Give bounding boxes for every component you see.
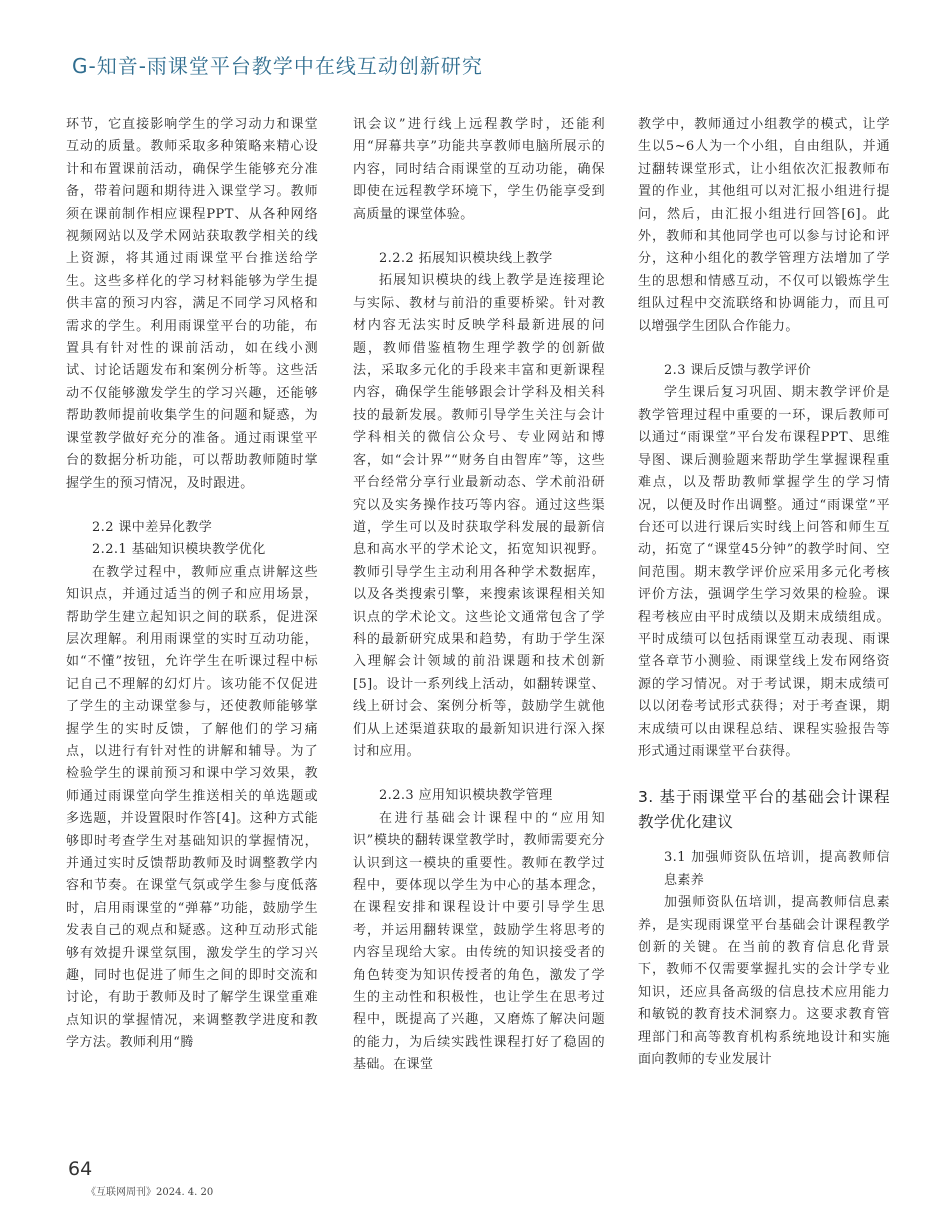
paragraph: 在教学过程中，教师应重点讲解这些知识点，并通过适当的例子和应用场景，帮助学生建立起知识之间的联系，促进深层次理解。利用雨课堂的实时互动功能，如“不懂”按钮，允许学生在听课过程中标记自己不理解的幻灯片。该功能不仅促进了学生的主动课堂参与，还使教师能够掌握学生的实时反馈，了解他们的学习痛点，以进行有针对性的讲解和辅导。为了检验学生的课前预习和课中学习效果，教师通过雨课堂向学生推送相关的单选题或多选题，并设置限时作答[4]。这种方式能够即时考查学生对基础知识的掌握情况，并通过实时反馈帮助教师及时调整教学内容和节奏。在课堂气氛或学生参与度低落时，启用雨课堂的“弹幕”功能，鼓励学生发表自己的观点和疑惑。这种互动形式能够有效提升课堂氛围，激发学生的学习兴趣，同时也促进了师生之间的即时交流和讨论，有助于教师及时了解学生课堂重难点知识的掌握情况，来调整教学进度和教学方法。教师利用“腾 [66, 564, 318, 1051]
section-heading: 2.3 课后反馈与教学评价 [664, 363, 812, 379]
text-column-3 [638, 114, 890, 1071]
subsection-heading: 2.2.3 应用知识模块教学管理 [379, 788, 553, 804]
subsection-heading: 3.1 加强师资队伍培训，提高教师信息素养 [664, 850, 890, 888]
page-header-title: G-知音-雨课堂平台教学中在线互动创新研究 [72, 54, 483, 78]
text-column-1 [66, 114, 318, 1055]
paragraph: 教学中，教师通过小组教学的模式，让学生以5~6人为一个小组，自由组队，并通过翻转课堂形式，让小组依次汇报教师布置的作业，其他组可以对汇报小组进行提问，然后，由汇报小组进行回答[6]。此外，教师和其他同学也可以参与讨论和评分，这种小组化的教学管理方法增加了学生的思想和情感互动，不仅可以锻炼学生组队过程中交流联络和协调能力，而且可以增强学生团队合作能力。 [638, 117, 890, 334]
paragraph: 环节，它直接影响学生的学习动力和课堂互动的质量。教师采取多种策略来精心设计和布置课前活动，确保学生能够充分准备，带着问题和期待进入课堂学习。教师须在课前制作相应课程PPT、从各种网络视频网站以及学术网站获取教学相关的线上资源，将其通过雨课堂平台推送给学生。这些多样化的学习材料能够为学生提供丰富的预习内容，满足不同学习风格和需求的学生。利用雨课堂平台的功能，布置具有针对性的课前活动，如在线小测试、讨论话题发布和案例分析等。这些活动不仅能够激发学生的学习兴趣，还能够帮助教师提前收集学生的问题和疑惑，为课堂教学做好充分的准备。通过雨课堂平台的数据分析功能，可以帮助教师随时掌握学生的预习情况，及时跟进。 [66, 117, 318, 491]
paragraph: 学生课后复习巩固、期末教学评价是教学管理过程中重要的一环，课后教师可以通过“雨课堂”平台发布课程PPT、思维导图、课后测验题来帮助学生掌握课程重难点，以及帮助教师掌握学生的学习情况，以便及时作出调整。通过“雨课堂”平台还可以进行课后实时线上问答和师生互动，拓宽了“课堂45分钟”的教学时间、空间范围。期末教学评价应采用多元化考核评价方法，强调学生学习效果的检验。课程考核应由平时成绩以及期末成绩组成。平时成绩可以包括雨课堂互动表现、雨课堂各章节小测验、雨课堂线上发布网络资源的学习情况。对于考试课，期末成绩可以以闭卷考试形式获得；对于考查课，期末成绩可以由课程总结、课程实验报告等形式通过雨课堂平台获得。 [638, 385, 890, 759]
text-column-2 [353, 114, 605, 1077]
subsection-heading: 2.2.2 拓展知识模块线上教学 [379, 251, 553, 267]
page-number: 64 [68, 1158, 93, 1180]
paragraph: 讯会议”进行线上远程教学时，还能利用“屏幕共享”功能共享教师电脑所展示的内容，同时结合雨课堂的互动功能，确保即使在远程教学环境下，学生仍能享受到高质量的课堂体验。 [353, 117, 605, 222]
paragraph: 在进行基础会计课程中的“应用知识”模块的翻转课堂教学时，教师需要充分认识到这一模块的重要性。教师在教学过程中，要体现以学生为中心的基本理念，在课程安排和课程设计中要引导学生思考，并运用翻转课堂，鼓励学生将思考的内容呈现给大家。由传统的知识接受者的角色转变为知识传授者的角色，激发了学生的主动性和积极性，也让学生在思考过程中，既提高了兴趣，又磨炼了解决问题的能力，为后续实践性课程打好了稳固的基础。在课堂 [353, 810, 605, 1073]
journal-citation: 《互联网周刊》2024. 4. 20 [86, 1187, 214, 1198]
chapter-heading: 3. 基于雨课堂平台的基础会计课程教学优化建议 [638, 788, 890, 832]
paragraph: 加强师资队伍培训，提高教师信息素养，是实现雨课堂平台基础会计课程教学创新的关键。在当前的教育信息化背景下，教师不仅需要掌握扎实的会计学专业知识，还应具备高级的信息技术应用能力和敏锐的教育技术洞察力。这要求教育管理部门和高等教育机构系统地设计和实施面向教师的专业发展计 [638, 895, 890, 1068]
section-heading: 2.2 课中差异化教学 [92, 519, 213, 535]
subsection-heading: 2.2.1 基础知识模块教学优化 [92, 542, 266, 558]
paragraph: 拓展知识模块的线上教学是连接理论与实际、教材与前沿的重要桥梁。针对教材内容无法实时反映学科最新进展的问题，教师借鉴植物生理学教学的创新做法，采取多元化的手段来丰富和更新课程内容，确保学生能够跟会计学科及相关科技的最新发展。教师引导学生关注与会计学科相关的微信公众号、专业网站和博客，如“会计界”“财务自由智库”等，这些平台经常分享行业最新动态、学术前沿研究以及实务操作技巧等内容。通过这些渠道，学生可以及时获取学科发展的最新信息和高水平的学术论文，拓宽知识视野。教师引导学生主动利用各种学术数据库，以及各类搜索引擎，来搜索该课程相关知识点的学术论文。这些论文通常包含了学科的最新研究成果和趋势，有助于学生深入理解会计领域的前沿课题和技术创新[5]。设计一系列线上活动，如翻转课堂、线上研讨会、案例分析等，鼓励学生就他们从上述渠道获取的最新知识进行深入探讨和应用。 [353, 273, 605, 759]
